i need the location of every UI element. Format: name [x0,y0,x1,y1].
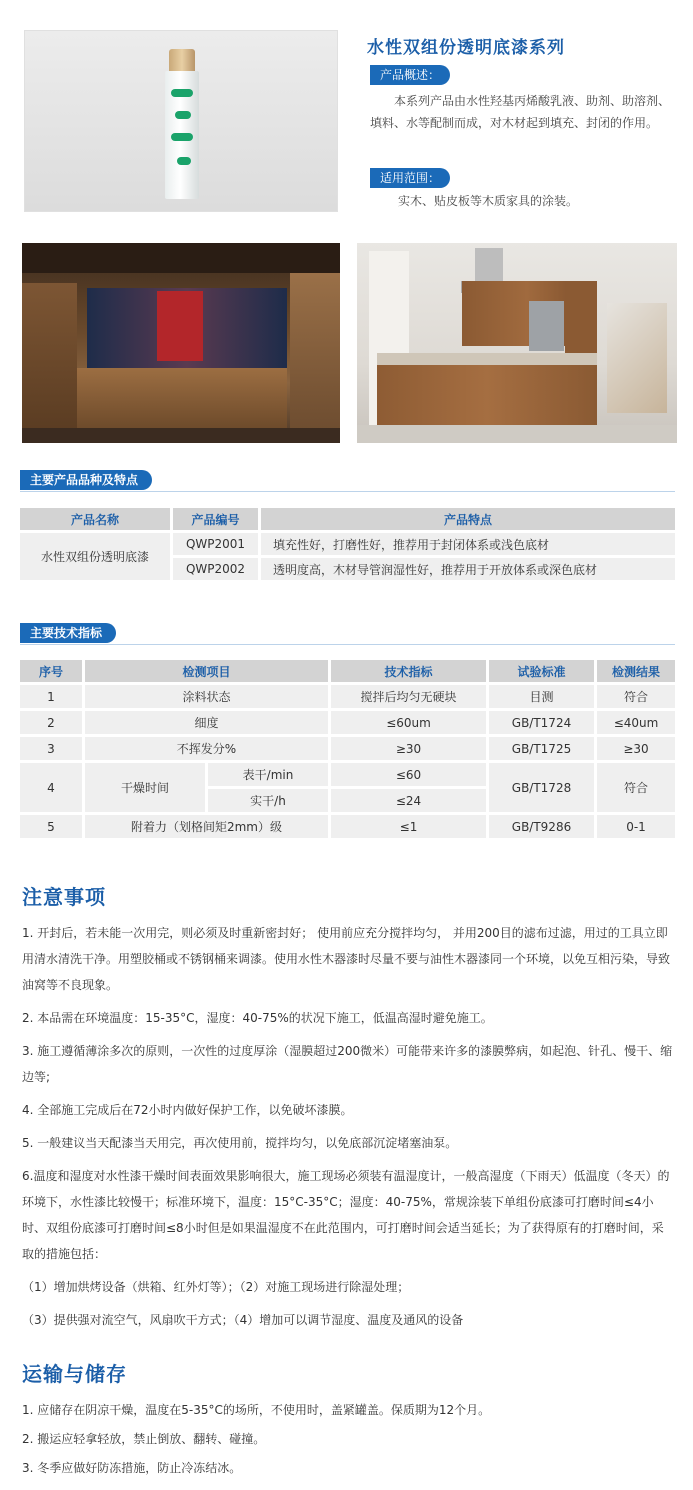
spec-index-cell: ≥30 [331,737,486,760]
paint-tube-image [165,49,199,199]
spec-result-cell: 符合 [597,685,675,708]
note-item: 5. 一般建议当天配漆当天用完，再次使用前，搅拌均匀，以免底部沉淀堵塞油泵。 [22,1136,458,1150]
header-cell: 产品特点 [261,508,675,530]
spec-item-cell: 不挥发分% [85,737,328,760]
specs-table [17,657,678,841]
section-divider [20,491,675,492]
spec-result-cell: 符合 [597,763,675,812]
spec-standard-cell: GB/T1725 [489,737,594,760]
spec-item-cell: 细度 [85,711,328,734]
note-item: 4. 全部施工完成后在72小时内做好保护工作，以免破坏漆膜。 [22,1103,353,1117]
spec-no-cell: 4 [20,763,82,812]
notes-list [22,920,674,1333]
spec-standard-cell: GB/T1724 [489,711,594,734]
products-section-tag: 主要产品品种及特点 [20,470,152,490]
transport-item: 2. 搬运应轻拿轻放，禁止倒放、翻转、碰撞。 [22,1432,266,1446]
header-cell: 检测项目 [85,660,328,682]
spec-index-cell: 搅拌后均匀无硬块 [331,685,486,708]
spec-no-cell: 5 [20,815,82,838]
spec-subitem-cell: 表干/min [208,763,328,786]
product-photo [24,30,338,212]
spec-no-cell: 2 [20,711,82,734]
spec-result-cell: 0-1 [597,815,675,838]
spec-item-cell: 干燥时间 [85,763,205,812]
table-row [20,533,675,555]
spec-index-cell: ≤60 [331,763,486,786]
table-row [20,737,675,760]
header-cell: 试验标准 [489,660,594,682]
product-feature-cell: 透明度高，木材导管润湿性好，推荐用于开放体系或深色底材 [261,558,675,580]
table-row [20,763,675,786]
page-title: 水性双组份透明底漆系列 [367,38,565,58]
transport-item: 1. 应储存在阴凉干燥，温度在5-35°C的场所，不使用时，盖紧罐盖。保质期为12个月。 [22,1403,491,1417]
spec-no-cell: 1 [20,685,82,708]
note-item: 6.温度和湿度对水性漆干燥时间表面效果影响很大，施工现场必须装有温湿度计，一般高湿度（下雨天）低温度（冬天）的环境下，水性漆比较慢干；标准环境下，温度：15°C-35°C；湿度：40-75%，常规涂装下单组份底漆可打磨时间≤4小时、双组份底漆可打磨时间≤8小时但是如果温湿度不在此范围内，可打磨时间会适当延长；为了获得原有的打磨时间，采取的措施包括： [22,1169,670,1261]
note-item: 1. 开封后，若未能一次用完，则必须及时重新密封好； 使用前应充分搅拌均匀， 并用200目的滤布过滤，用过的工具立即用清水清洗干净。用塑胶桶或不锈钢桶来调漆。使用水性木器漆时尽量不要与油性木器漆同一个环境，以免互相污染，导致油窝等不良现象。 [22,926,671,992]
transport-title: 运输与储存 [22,1362,127,1386]
note-item: 3. 施工遵循薄涂多次的原则，一次性的过度厚涂（湿膜超过200微米）可能带来许多的漆膜弊病，如起泡、针孔、慢干、缩边等; [22,1044,673,1084]
specs-section-tag: 主要技术指标 [20,623,116,643]
spec-standard-cell: 目测 [489,685,594,708]
intro-tag: 产品概述： [370,65,450,85]
range-text: 实木、贴皮板等木质家具的涂装。 [398,194,579,208]
spec-result-cell: ≤40um [597,711,675,734]
products-table [17,505,678,583]
product-feature-cell: 填充性好，打磨性好，推荐用于封闭体系或浅色底材 [261,533,675,555]
header-cell: 序号 [20,660,82,682]
table-row [20,815,675,838]
product-code-cell: QWP2002 [173,558,258,580]
header-cell: 检测结果 [597,660,675,682]
note-item: 2. 本品需在环境温度：15-35°C，湿度：40-75%的状况下施工，低温高湿时避免施工。 [22,1011,493,1025]
spec-subitem-cell: 实干/h [208,789,328,812]
product-name-cell: 水性双组份透明底漆 [20,533,170,580]
transport-item: 3. 冬季应做好防冻措施，防止冷冻结冰。 [22,1461,242,1475]
section-divider [20,644,675,645]
spec-item-cell: 涂料状态 [85,685,328,708]
spec-result-cell: ≥30 [597,737,675,760]
notes-title: 注意事项 [22,885,106,909]
product-code-cell: QWP2001 [173,533,258,555]
table-header-row [20,660,675,682]
restaurant-scene-image [22,243,340,443]
table-row [20,711,675,734]
table-header-row [20,508,675,530]
note-item: （1）增加烘烤设备（烘箱、红外灯等）；（2）对施工现场进行除湿处理； [22,1280,410,1294]
transport-list [22,1396,674,1483]
spec-index-cell: ≤24 [331,789,486,812]
spec-standard-cell: GB/T1728 [489,763,594,812]
spec-item-cell: 附着力（划格间矩2mm）级 [85,815,328,838]
range-tag: 适用范围： [370,168,450,188]
intro-text: 本系列产品由水性羟基丙烯酸乳液、助剂、助溶剂、填料、水等配制而成，对木材起到填充、封闭的作用。 [370,94,671,130]
header-cell: 产品编号 [173,508,258,530]
kitchen-scene-image [357,243,677,443]
spec-index-cell: ≤60um [331,711,486,734]
spec-no-cell: 3 [20,737,82,760]
header-cell: 技术指标 [331,660,486,682]
spec-index-cell: ≤1 [331,815,486,838]
note-item: （3）提供强对流空气，风扇吹干方式；（4）增加可以调节湿度、温度及通风的设备 [22,1313,464,1327]
table-row [20,685,675,708]
spec-standard-cell: GB/T9286 [489,815,594,838]
header-cell: 产品名称 [20,508,170,530]
